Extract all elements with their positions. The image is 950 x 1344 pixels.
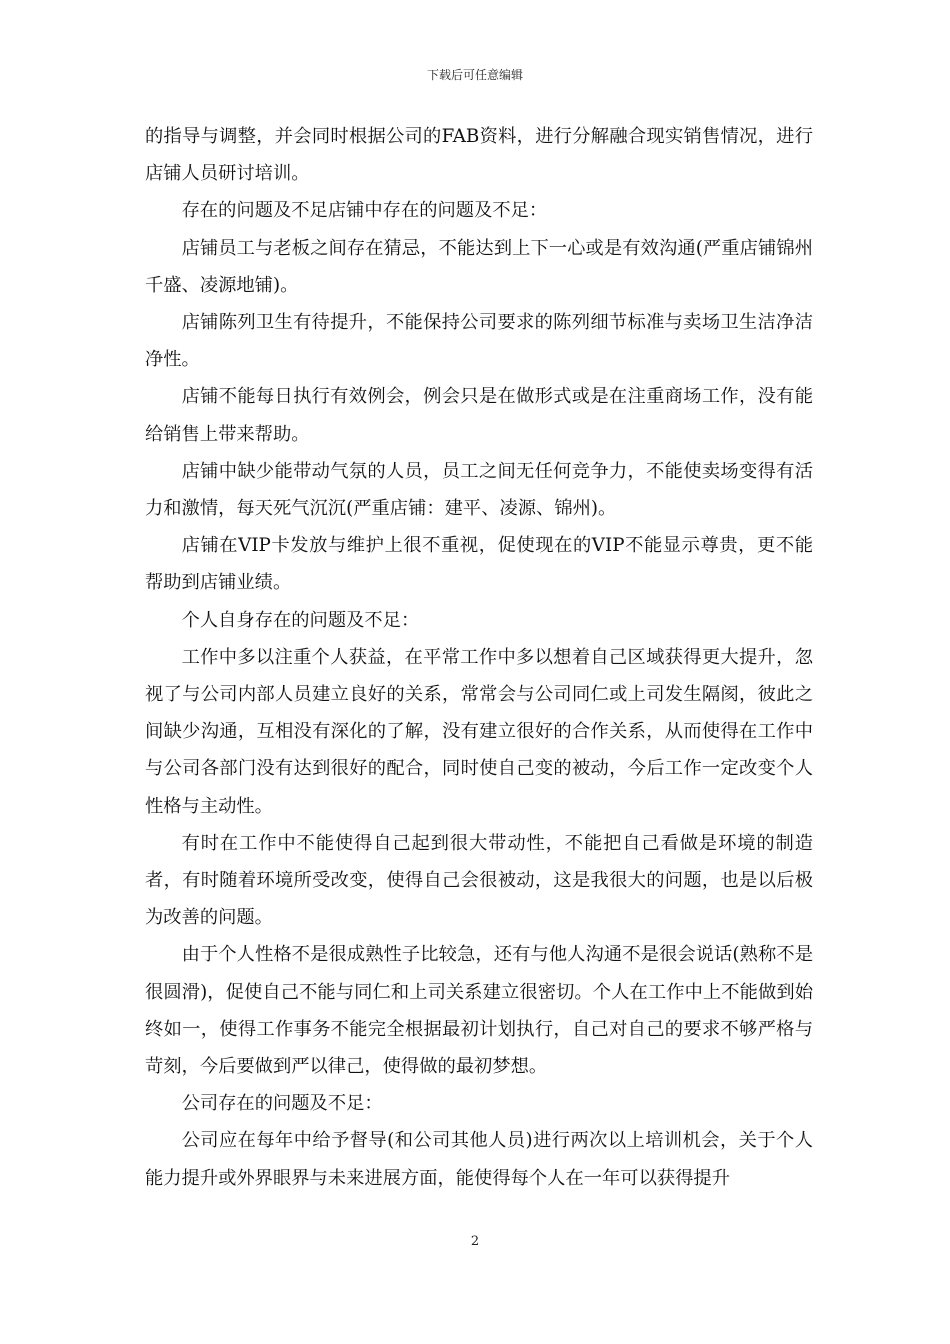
section-heading: 个人自身存在的问题及不足：: [181, 609, 420, 631]
paragraph: 有时在工作中不能使得自己起到很大带动性，不能把自己看做是环境的制造者，有时随着环境所受改变，使得自己会很被动，这是我很大的问题，也是以后极为改善的问题。: [145, 832, 813, 929]
paragraph: 店铺在VIP卡发放与维护上很不重视，促使现在的VIP不能显示尊贵，更不能帮助到店铺业绩。: [145, 535, 813, 594]
paragraph: 存在的问题及不足店铺中存在的问题及不足：: [181, 200, 548, 222]
paragraph: 店铺中缺少能带动气氛的人员，员工之间无任何竞争力，不能使卖场变得有活力和激情，每天死气沉沉(严重店铺：建平、凌源、锦州)。: [145, 460, 813, 520]
page-number: 2: [470, 1234, 480, 1249]
section-heading: 公司存在的问题及不足：: [181, 1093, 383, 1115]
paragraph: 店铺不能每日执行有效例会，例会只是在做形式或是在注重商场工作，没有能给销售上带来帮助。: [145, 386, 813, 445]
paragraph: 公司应在每年中给予督导(和公司其他人员)进行两次以上培训机会，关于个人能力提升或外界眼界与未来进展方面，能使得每个人在一年可以获得提升: [145, 1130, 813, 1189]
paragraph: 由于个人性格不是很成熟性子比较急，还有与他人沟通不是很会说话(熟称不是很圆滑)，促使自己不能与同仁和上司关系建立很密切。个人在工作中上不能做到始终如一，使得工作事务不能完全根据最初计划执行，自己对自己的要求不够严格与苛刻，今后要做到严以律己，使得做的最初梦想。: [145, 944, 813, 1078]
paragraph: 的指导与调整，并会同时根据公司的FAB资料，进行分解融合现实销售情况，进行店铺人员研讨培训。: [145, 126, 813, 185]
paragraph: 工作中多以注重个人获益，在平常工作中多以想着自己区域获得更大提升，忽视了与公司内部人员建立良好的关系，常常会与公司同仁或上司发生隔阂，彼此之间缺少沟通，互相没有深化的了解，没有建立很好的合作关系，从而使得在工作中与公司各部门没有达到很好的配合，同时使自己变的被动，今后工作一定改变个人性格与主动性。: [145, 646, 813, 817]
document-body: [145, 118, 813, 1197]
paragraph: 店铺员工与老板之间存在猜忌，不能达到上下一心或是有效沟通(严重店铺锦州千盛、凌源地铺)。: [145, 237, 813, 296]
paragraph: 店铺陈列卫生有待提升，不能保持公司要求的陈列细节标准与卖场卫生洁净洁净性。: [145, 312, 813, 371]
page-header-note: 下载后可任意编辑: [426, 68, 523, 82]
